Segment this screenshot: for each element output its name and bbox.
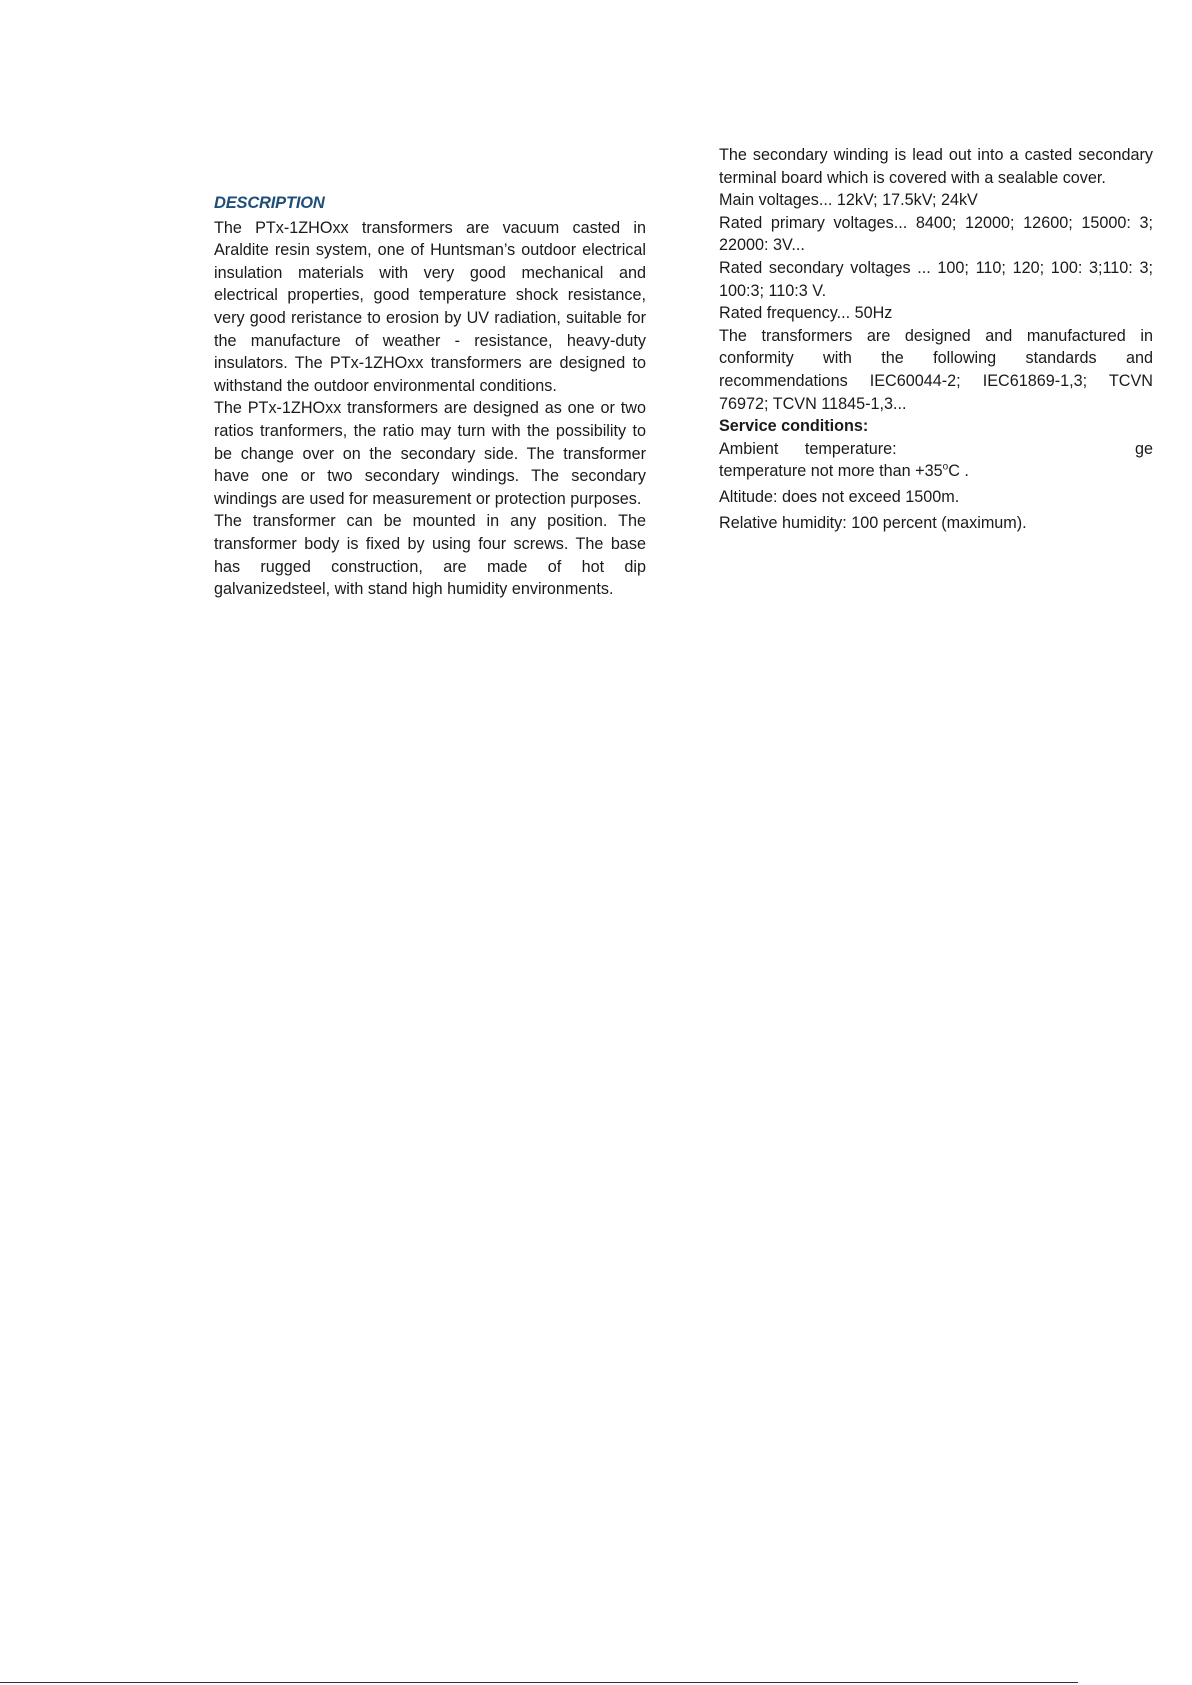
standards-text: The transformers are designed and manufactured in conformity with the following standards and recommendations IEC60044-2; IEC61869-1,3; TCVN 76972; TCVN 11845-1,3...: [719, 326, 1153, 413]
description-column: [214, 192, 646, 601]
ambient-limit-unit: C .: [948, 462, 969, 481]
description-paragraph-1: The PTx-1ZHOxx transformers are vacuum casted in Araldite resin system, one of Huntsman’s outdoor electrical insulation materials with very good mechanical and electrical properties, good temperature shock resistance, very good reristance to erosion by UV radiation, suitable for the manufacture of weather - resistance, heavy-duty insulators. The PTx-1ZHOxx transformers are designed to withstand the outdoor environmental conditions.: [214, 218, 646, 395]
description-paragraph-3: The transformer can be mounted in any position. The transformer body is fixed by using four screws. The base has rugged construction, are made of hot dip galvanizedsteel, with stand high humidity environments.: [214, 512, 646, 599]
ambient-limit-text: temperature not more than +35: [719, 462, 943, 481]
page-bottom-rule: [0, 1682, 1078, 1683]
altitude: Altitude: does not exceed 1500m.: [719, 487, 960, 506]
service-conditions-heading: Service conditions:: [719, 417, 869, 436]
description-heading: DESCRIPTION: [214, 194, 325, 212]
rated-frequency: Rated frequency... 50Hz: [719, 304, 893, 323]
rated-primary-voltages: Rated primary voltages... 8400; 12000; 12600; 15000: 3; 22000: 3V...: [719, 213, 1153, 255]
rated-secondary-voltages: Rated secondary voltages ... 100; 110; 120; 100: 3;110: 3; 100:3; 110:3 V.: [719, 258, 1153, 300]
ambient-temperature-limit: [719, 460, 1153, 483]
secondary-winding-text: The secondary winding is lead out into a casted secondary terminal board which is covered with a sealable cover.: [719, 146, 1153, 187]
specifications-column: [719, 144, 1153, 534]
degree-symbol: o: [942, 461, 949, 473]
relative-humidity: Relative humidity: 100 percent (maximum).: [719, 513, 1027, 532]
main-voltages: Main voltages... 12kV; 17.5kV; 24kV: [719, 191, 978, 210]
description-paragraph-2: The PTx-1ZHOxx transformers are designed as one or two ratios tranformers, the ratio may turn with the possibility to be change over on the secondary side. The transformer have one or two secondary windings. The secondary windings are used for measurement or protection purposes.: [214, 399, 646, 508]
ambient-temperature-line: Ambient temperature: ge: [719, 439, 1153, 458]
